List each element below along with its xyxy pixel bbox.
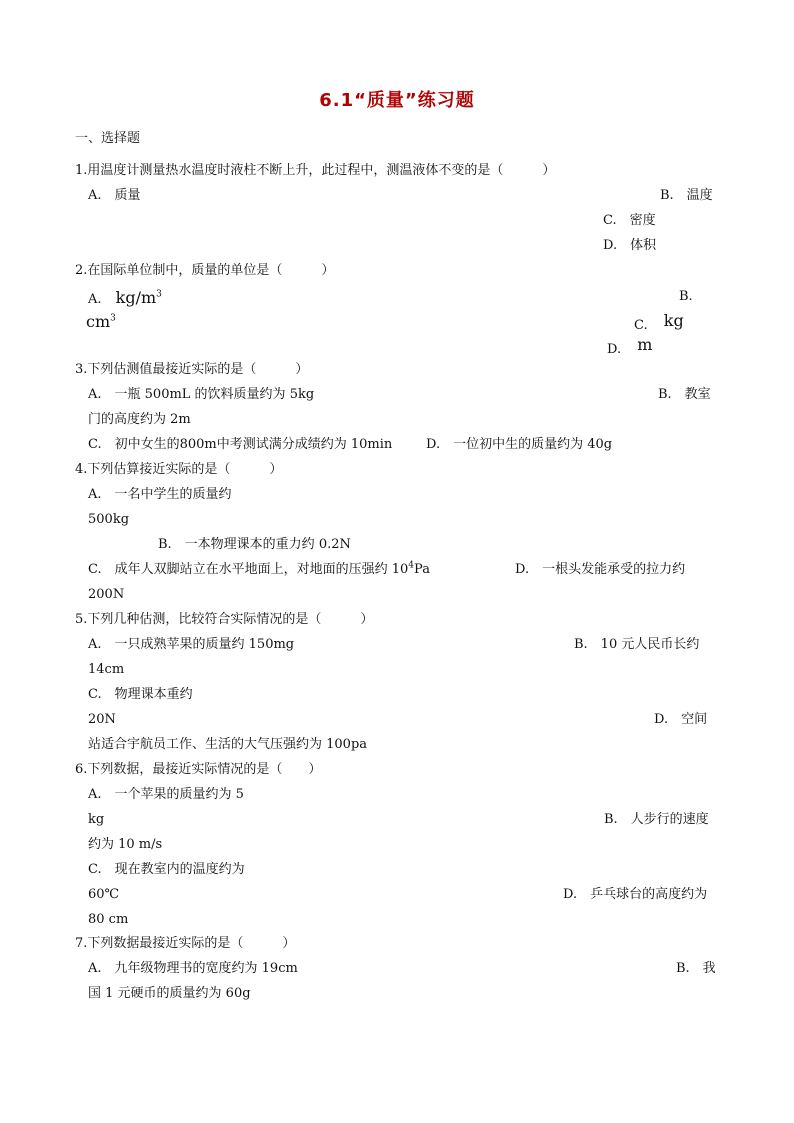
question-4-option-a: A. 一名中学生的质量约 xyxy=(88,487,232,502)
question-3-stem: 3.下列估测值最接近实际的是（ ） xyxy=(75,362,309,377)
question-6-option-d: D. 乒乓球台的高度约为 xyxy=(563,887,708,902)
question-6-option-a-cont: kg xyxy=(88,812,105,827)
question-6-option-b-cont: 约为 10 m/s xyxy=(88,837,163,852)
question-5-option-a: A. 一只成熟苹果的质量约 150mg xyxy=(88,637,295,652)
question-3-option-a: A. 一瓶 500mL 的饮料质量约为 5kg xyxy=(88,387,315,402)
option-a-unit: $kg/m^3$ xyxy=(115,288,162,307)
section-heading: 一、选择题 xyxy=(75,131,141,146)
question-7-option-b-cont: 国 1 元硬币的质量约为 60g xyxy=(88,986,251,1001)
question-1-option-c: C. 密度 xyxy=(603,213,656,228)
question-5-option-c-cont: 20N xyxy=(88,712,116,727)
question-4-option-a-cont: 500kg xyxy=(88,512,130,527)
question-5-option-c: C. 物理课本重约 xyxy=(88,687,193,702)
question-4-option-d: D. 一根头发能承受的拉力约 xyxy=(515,562,686,577)
question-6-option-c-cont: 60℃ xyxy=(88,887,120,902)
question-5-option-b: B. 10 元人民币长约 xyxy=(574,637,700,652)
question-1-option-b: B. 温度 xyxy=(660,188,713,203)
question-6-option-a: A. 一个苹果的质量约为 5 xyxy=(88,787,244,802)
question-2-option-c: C. kg xyxy=(634,311,684,333)
question-5-option-b-cont: 14cm xyxy=(88,662,125,677)
question-1-option-a: A. 质量 xyxy=(88,188,141,203)
question-3-option-b: B. 教室 xyxy=(658,387,711,402)
question-1-stem: 1.用温度计测量热水温度时液柱不断上升，此过程中，测温液体不变的是（ ） xyxy=(75,163,556,178)
question-2-option-d: D. m xyxy=(607,335,653,357)
question-5-stem: 5.下列几种估测，比较符合实际情况的是（ ） xyxy=(75,612,374,627)
question-7-option-b: B. 我 xyxy=(676,961,716,976)
option-a-label: A. xyxy=(88,292,102,307)
question-3-option-c: C. 初中女生的800m中考测试满分成绩约为 10min xyxy=(88,437,393,452)
question-4-option-b: B. 一本物理课本的重力约 0.2N xyxy=(158,537,351,552)
question-4-option-d-cont: 200N xyxy=(88,587,125,602)
question-7-stem: 7.下列数据最接近实际的是（ ） xyxy=(75,936,296,951)
question-1-option-d: D. 体积 xyxy=(603,238,657,253)
question-2-option-b-unit: $cm^3$ xyxy=(86,312,116,331)
question-4-option-c: C. 成年人双脚站立在水平地面上，对地面的压强约 $10^4Pa$ xyxy=(88,560,430,577)
question-6-option-c: C. 现在教室内的温度约为 xyxy=(88,862,245,877)
question-6-option-d-cont: 80 cm xyxy=(88,912,129,927)
page-title: 6.1“质量”练习题 xyxy=(319,90,475,111)
question-6-stem: 6.下列数据，最接近实际情况的是（ ） xyxy=(75,762,322,777)
question-4-stem: 4.下列估算接近实际的是（ ） xyxy=(75,462,283,477)
question-2-option-b-label: B. xyxy=(679,289,693,304)
question-7-option-a: A. 九年级物理书的宽度约为 19cm xyxy=(88,961,298,976)
question-6-option-b: B. 人步行的速度 xyxy=(604,812,709,827)
question-3-option-b-cont: 门的高度约为 2m xyxy=(88,412,191,427)
question-2-option-a xyxy=(88,288,162,308)
question-5-option-d: D. 空间 xyxy=(654,712,708,727)
question-2-stem: 2.在国际单位制中，质量的单位是（ ） xyxy=(75,263,335,278)
question-5-option-d-cont: 站适合宇航员工作、生活的大气压强约为 100pa xyxy=(88,737,368,752)
question-3-option-d: D. 一位初中生的质量约为 40g xyxy=(426,437,613,452)
